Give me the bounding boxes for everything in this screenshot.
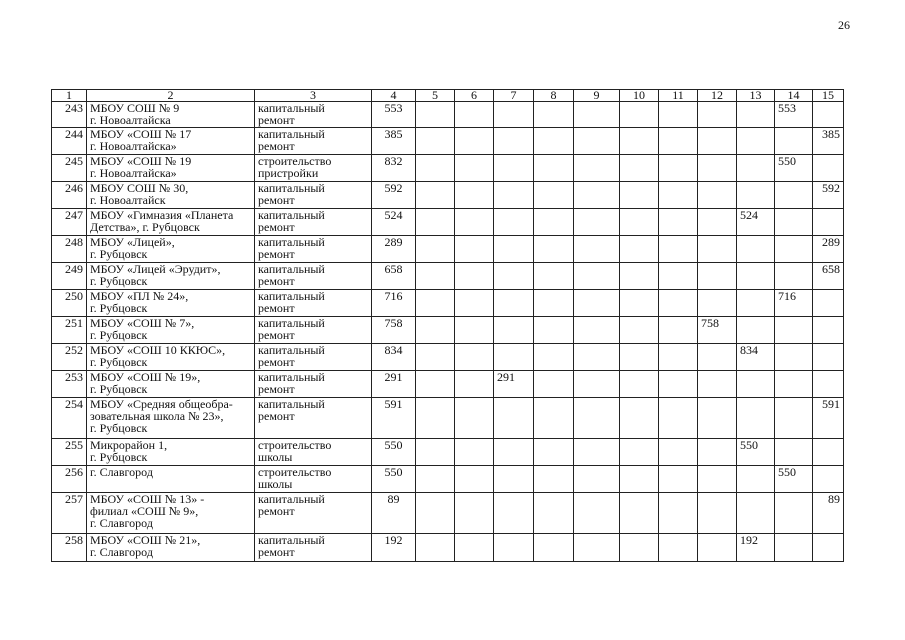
year-value-col-5: [416, 236, 455, 263]
year-value-col-10: [620, 290, 659, 317]
year-value-col-5: [416, 317, 455, 344]
school-name: МБОУ СОШ № 9 г. Новоалтайска: [87, 102, 255, 128]
year-value-col-7: [494, 439, 534, 466]
work-type: капитальный ремонт: [255, 236, 372, 263]
year-value-col-8: [534, 344, 574, 371]
year-value-col-8: [534, 102, 574, 128]
total-value: 385: [372, 128, 416, 155]
table-header-row: [52, 90, 844, 102]
column-header-4: 4: [372, 90, 416, 102]
year-value-col-6: [455, 466, 494, 493]
year-value-col-7: [494, 102, 534, 128]
column-header-11: 11: [659, 90, 698, 102]
row-number: 250: [52, 290, 87, 317]
school-name: МБОУ «СОШ № 7», г. Рубцовск: [87, 317, 255, 344]
year-value-col-10: [620, 493, 659, 534]
year-value-col-6: [455, 344, 494, 371]
year-value-col-13: [737, 398, 775, 439]
table-row: [52, 317, 844, 344]
column-header-6: 6: [455, 90, 494, 102]
school-name: МБОУ «СОШ 10 ККЮС», г. Рубцовск: [87, 344, 255, 371]
year-value-col-7: [494, 398, 534, 439]
school-name: МБОУ «СОШ № 13» - филиал «СОШ № 9», г. Славгород: [87, 493, 255, 534]
work-type: капитальный ремонт: [255, 128, 372, 155]
work-type: капитальный ремонт: [255, 290, 372, 317]
column-header-14: 14: [775, 90, 813, 102]
year-value-col-13: [737, 102, 775, 128]
year-value-col-11: [659, 182, 698, 209]
data-table: [51, 89, 844, 562]
year-value-col-8: [534, 290, 574, 317]
year-value-col-7: [494, 209, 534, 236]
year-value-col-15: 289: [813, 236, 844, 263]
year-value-col-12: [698, 534, 737, 562]
total-value: 553: [372, 102, 416, 128]
year-value-col-15: [813, 317, 844, 344]
school-name: МБОУ «СОШ № 17 г. Новоалтайска»: [87, 128, 255, 155]
year-value-col-7: [494, 263, 534, 290]
row-number: 254: [52, 398, 87, 439]
table-row: [52, 209, 844, 236]
column-header-13: 13: [737, 90, 775, 102]
year-value-col-8: [534, 371, 574, 398]
year-value-col-11: [659, 398, 698, 439]
year-value-col-5: [416, 209, 455, 236]
work-type: капитальный ремонт: [255, 317, 372, 344]
year-value-col-6: [455, 102, 494, 128]
year-value-col-9: [574, 182, 620, 209]
year-value-col-9: [574, 263, 620, 290]
year-value-col-7: [494, 128, 534, 155]
year-value-col-14: [775, 263, 813, 290]
total-value: 289: [372, 236, 416, 263]
year-value-col-13: [737, 155, 775, 182]
work-type: капитальный ремонт: [255, 263, 372, 290]
year-value-col-9: [574, 398, 620, 439]
school-name: МБОУ «СОШ № 19 г. Новоалтайска»: [87, 155, 255, 182]
table-row: [52, 263, 844, 290]
year-value-col-13: [737, 290, 775, 317]
work-type: капитальный ремонт: [255, 398, 372, 439]
work-type: капитальный ремонт: [255, 493, 372, 534]
total-value: 658: [372, 263, 416, 290]
total-value: 591: [372, 398, 416, 439]
column-header-5: 5: [416, 90, 455, 102]
school-name: МБОУ «Гимназия «Планета Детства», г. Рубцовск: [87, 209, 255, 236]
year-value-col-5: [416, 466, 455, 493]
year-value-col-8: [534, 534, 574, 562]
year-value-col-8: [534, 209, 574, 236]
year-value-col-14: [775, 236, 813, 263]
year-value-col-8: [534, 263, 574, 290]
year-value-col-9: [574, 290, 620, 317]
year-value-col-12: [698, 182, 737, 209]
row-number: 257: [52, 493, 87, 534]
total-value: 592: [372, 182, 416, 209]
year-value-col-11: [659, 236, 698, 263]
year-value-col-12: [698, 398, 737, 439]
year-value-col-14: [775, 128, 813, 155]
year-value-col-9: [574, 102, 620, 128]
year-value-col-10: [620, 466, 659, 493]
work-type: строительство школы: [255, 439, 372, 466]
page-number: 26: [838, 18, 850, 32]
year-value-col-14: 550: [775, 155, 813, 182]
year-value-col-15: [813, 209, 844, 236]
total-value: 716: [372, 290, 416, 317]
year-value-col-6: [455, 371, 494, 398]
year-value-col-14: 716: [775, 290, 813, 317]
year-value-col-10: [620, 317, 659, 344]
year-value-col-7: [494, 344, 534, 371]
year-value-col-10: [620, 155, 659, 182]
year-value-col-10: [620, 236, 659, 263]
total-value: 524: [372, 209, 416, 236]
year-value-col-9: [574, 466, 620, 493]
table-row: [52, 398, 844, 439]
year-value-col-6: [455, 209, 494, 236]
year-value-col-10: [620, 263, 659, 290]
year-value-col-7: [494, 290, 534, 317]
table-row: [52, 439, 844, 466]
year-value-col-8: [534, 493, 574, 534]
total-value: 550: [372, 439, 416, 466]
year-value-col-14: 553: [775, 102, 813, 128]
year-value-col-12: [698, 155, 737, 182]
year-value-col-6: [455, 236, 494, 263]
year-value-col-8: [534, 182, 574, 209]
row-number: 243: [52, 102, 87, 128]
school-name: МБОУ «ПЛ № 24», г. Рубцовск: [87, 290, 255, 317]
year-value-col-10: [620, 534, 659, 562]
year-value-col-6: [455, 155, 494, 182]
year-value-col-8: [534, 398, 574, 439]
year-value-col-13: [737, 236, 775, 263]
work-type: капитальный ремонт: [255, 534, 372, 562]
school-name: МБОУ «Средняя общеобра- зовательная школа № 23», г. Рубцовск: [87, 398, 255, 439]
year-value-col-15: [813, 290, 844, 317]
table-row: [52, 236, 844, 263]
total-value: 89: [372, 493, 416, 534]
year-value-col-13: [737, 371, 775, 398]
year-value-col-9: [574, 439, 620, 466]
row-number: 246: [52, 182, 87, 209]
school-name: Микрорайон 1, г. Рубцовск: [87, 439, 255, 466]
column-header-12: 12: [698, 90, 737, 102]
year-value-col-5: [416, 102, 455, 128]
year-value-col-15: [813, 155, 844, 182]
row-number: 253: [52, 371, 87, 398]
year-value-col-13: [737, 128, 775, 155]
year-value-col-7: [494, 466, 534, 493]
year-value-col-11: [659, 371, 698, 398]
year-value-col-11: [659, 128, 698, 155]
year-value-col-6: [455, 398, 494, 439]
school-name: МБОУ «СОШ № 21», г. Славгород: [87, 534, 255, 562]
row-number: 251: [52, 317, 87, 344]
year-value-col-12: [698, 344, 737, 371]
year-value-col-10: [620, 371, 659, 398]
school-name: МБОУ «СОШ № 19», г. Рубцовск: [87, 371, 255, 398]
year-value-col-5: [416, 155, 455, 182]
row-number: 249: [52, 263, 87, 290]
year-value-col-13: 524: [737, 209, 775, 236]
school-name: МБОУ «Лицей», г. Рубцовск: [87, 236, 255, 263]
year-value-col-9: [574, 128, 620, 155]
work-type: строительство пристройки: [255, 155, 372, 182]
work-type: капитальный ремонт: [255, 102, 372, 128]
year-value-col-14: [775, 344, 813, 371]
year-value-col-10: [620, 344, 659, 371]
year-value-col-13: [737, 182, 775, 209]
year-value-col-15: [813, 371, 844, 398]
year-value-col-6: [455, 317, 494, 344]
year-value-col-11: [659, 493, 698, 534]
year-value-col-7: [494, 493, 534, 534]
year-value-col-8: [534, 317, 574, 344]
year-value-col-6: [455, 493, 494, 534]
row-number: 252: [52, 344, 87, 371]
school-name: МБОУ «Лицей «Эрудит», г. Рубцовск: [87, 263, 255, 290]
row-number: 255: [52, 439, 87, 466]
year-value-col-12: [698, 290, 737, 317]
year-value-col-9: [574, 344, 620, 371]
year-value-col-15: [813, 102, 844, 128]
year-value-col-11: [659, 263, 698, 290]
school-name: МБОУ СОШ № 30, г. Новоалтайск: [87, 182, 255, 209]
year-value-col-9: [574, 236, 620, 263]
year-value-col-14: 550: [775, 466, 813, 493]
year-value-col-10: [620, 398, 659, 439]
year-value-col-12: [698, 128, 737, 155]
school-name: г. Славгород: [87, 466, 255, 493]
year-value-col-7: [494, 155, 534, 182]
year-value-col-5: [416, 371, 455, 398]
year-value-col-6: [455, 534, 494, 562]
year-value-col-5: [416, 493, 455, 534]
row-number: 244: [52, 128, 87, 155]
row-number: 258: [52, 534, 87, 562]
table-row: [52, 102, 844, 128]
column-header-9: 9: [574, 90, 620, 102]
table-row: [52, 344, 844, 371]
year-value-col-8: [534, 128, 574, 155]
table-row: [52, 493, 844, 534]
total-value: 291: [372, 371, 416, 398]
year-value-col-10: [620, 128, 659, 155]
year-value-col-5: [416, 344, 455, 371]
year-value-col-8: [534, 236, 574, 263]
year-value-col-12: [698, 493, 737, 534]
year-value-col-14: [775, 534, 813, 562]
year-value-col-12: [698, 102, 737, 128]
year-value-col-15: [813, 534, 844, 562]
year-value-col-5: [416, 439, 455, 466]
column-header-1: 1: [52, 90, 87, 102]
year-value-col-12: 758: [698, 317, 737, 344]
year-value-col-12: [698, 371, 737, 398]
year-value-col-7: [494, 317, 534, 344]
column-header-10: 10: [620, 90, 659, 102]
year-value-col-7: [494, 236, 534, 263]
year-value-col-11: [659, 466, 698, 493]
year-value-col-9: [574, 534, 620, 562]
row-number: 247: [52, 209, 87, 236]
year-value-col-8: [534, 439, 574, 466]
year-value-col-15: [813, 439, 844, 466]
year-value-col-12: [698, 236, 737, 263]
year-value-col-11: [659, 155, 698, 182]
year-value-col-10: [620, 439, 659, 466]
year-value-col-13: 834: [737, 344, 775, 371]
year-value-col-11: [659, 209, 698, 236]
table-row: [52, 534, 844, 562]
year-value-col-9: [574, 209, 620, 236]
year-value-col-14: [775, 493, 813, 534]
year-value-col-8: [534, 466, 574, 493]
year-value-col-5: [416, 263, 455, 290]
year-value-col-9: [574, 155, 620, 182]
year-value-col-15: [813, 466, 844, 493]
year-value-col-12: [698, 209, 737, 236]
work-type: капитальный ремонт: [255, 371, 372, 398]
year-value-col-10: [620, 182, 659, 209]
total-value: 834: [372, 344, 416, 371]
year-value-col-9: [574, 371, 620, 398]
year-value-col-9: [574, 493, 620, 534]
year-value-col-14: [775, 317, 813, 344]
column-header-3: 3: [255, 90, 372, 102]
year-value-col-15: 385: [813, 128, 844, 155]
year-value-col-7: [494, 534, 534, 562]
total-value: 832: [372, 155, 416, 182]
year-value-col-15: 89: [813, 493, 844, 534]
year-value-col-6: [455, 439, 494, 466]
table-row: [52, 466, 844, 493]
year-value-col-13: 550: [737, 439, 775, 466]
work-type: капитальный ремонт: [255, 182, 372, 209]
year-value-col-15: [813, 344, 844, 371]
work-type: капитальный ремонт: [255, 209, 372, 236]
column-header-8: 8: [534, 90, 574, 102]
year-value-col-14: [775, 439, 813, 466]
year-value-col-14: [775, 371, 813, 398]
year-value-col-14: [775, 398, 813, 439]
table-row: [52, 128, 844, 155]
year-value-col-11: [659, 290, 698, 317]
table-row: [52, 371, 844, 398]
year-value-col-7: 291: [494, 371, 534, 398]
year-value-col-14: [775, 182, 813, 209]
year-value-col-14: [775, 209, 813, 236]
year-value-col-12: [698, 466, 737, 493]
year-value-col-11: [659, 439, 698, 466]
year-value-col-13: [737, 493, 775, 534]
year-value-col-13: [737, 466, 775, 493]
year-value-col-6: [455, 182, 494, 209]
year-value-col-11: [659, 317, 698, 344]
year-value-col-8: [534, 155, 574, 182]
table-row: [52, 290, 844, 317]
column-header-7: 7: [494, 90, 534, 102]
row-number: 248: [52, 236, 87, 263]
year-value-col-6: [455, 263, 494, 290]
year-value-col-11: [659, 102, 698, 128]
row-number: 256: [52, 466, 87, 493]
year-value-col-12: [698, 263, 737, 290]
year-value-col-6: [455, 290, 494, 317]
year-value-col-7: [494, 182, 534, 209]
year-value-col-5: [416, 182, 455, 209]
year-value-col-12: [698, 439, 737, 466]
year-value-col-13: [737, 317, 775, 344]
year-value-col-9: [574, 317, 620, 344]
total-value: 192: [372, 534, 416, 562]
year-value-col-5: [416, 290, 455, 317]
year-value-col-10: [620, 209, 659, 236]
year-value-col-10: [620, 102, 659, 128]
year-value-col-5: [416, 534, 455, 562]
year-value-col-6: [455, 128, 494, 155]
table-row: [52, 182, 844, 209]
year-value-col-15: 658: [813, 263, 844, 290]
year-value-col-15: 591: [813, 398, 844, 439]
work-type: капитальный ремонт: [255, 344, 372, 371]
year-value-col-11: [659, 534, 698, 562]
total-value: 550: [372, 466, 416, 493]
year-value-col-13: [737, 263, 775, 290]
year-value-col-15: 592: [813, 182, 844, 209]
row-number: 245: [52, 155, 87, 182]
year-value-col-5: [416, 128, 455, 155]
column-header-2: 2: [87, 90, 255, 102]
work-type: строительство школы: [255, 466, 372, 493]
column-header-15: 15: [813, 90, 844, 102]
year-value-col-11: [659, 344, 698, 371]
total-value: 758: [372, 317, 416, 344]
table-row: [52, 155, 844, 182]
year-value-col-13: 192: [737, 534, 775, 562]
year-value-col-5: [416, 398, 455, 439]
